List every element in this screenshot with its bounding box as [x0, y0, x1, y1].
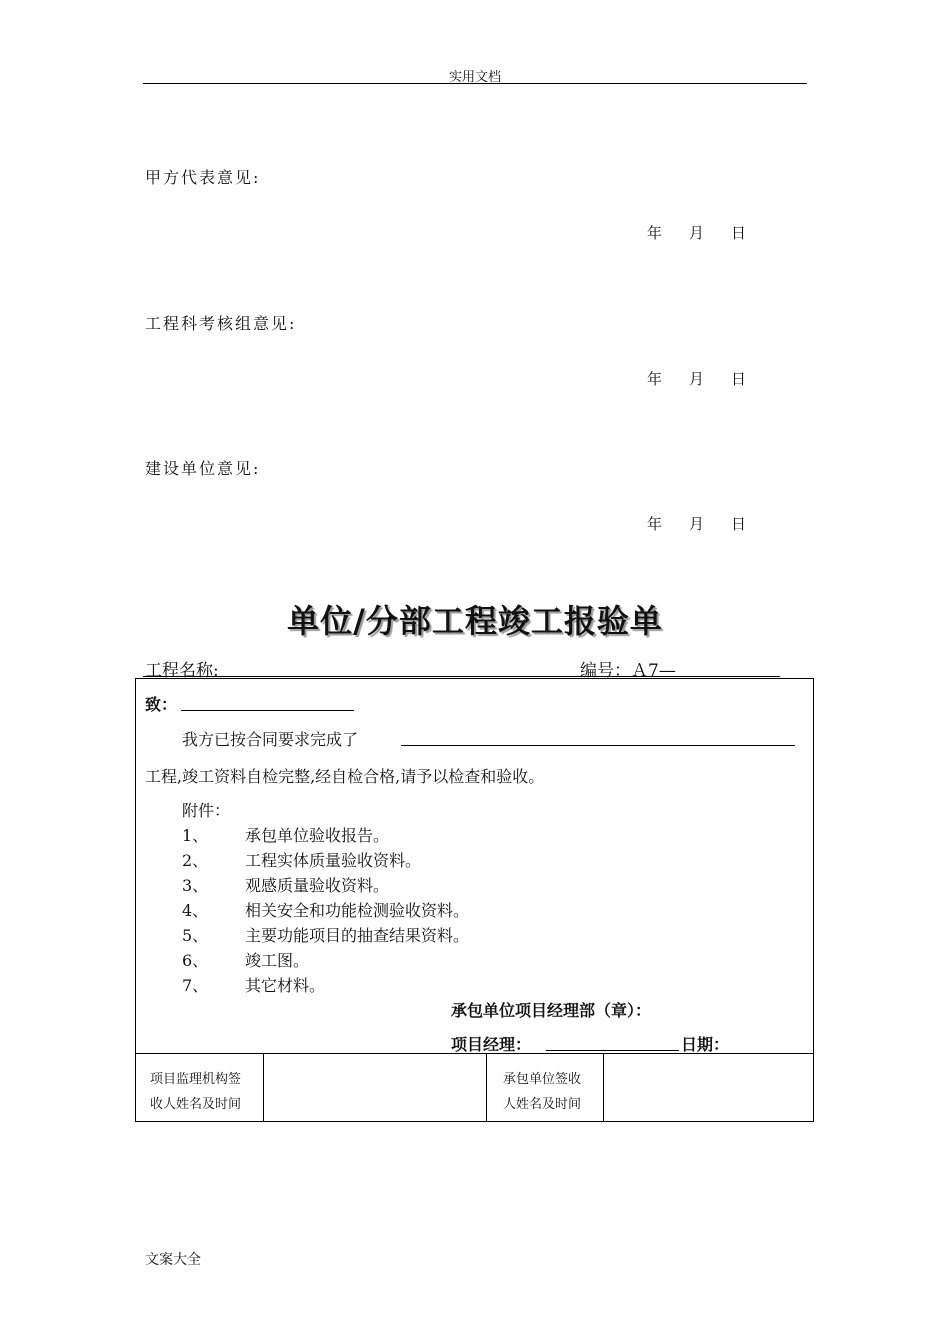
supervisor-sign-label: 收人姓名及时间 [150, 1097, 242, 1112]
attachment-text: 工程实体质量验收资料。 [245, 851, 422, 870]
contractor-dept-label: 承包单位项目经理部（章）： [451, 1001, 652, 1020]
opinion-label-engineering: 工程科考核组意见: [145, 314, 297, 333]
attachment-text: 承包单位验收报告。 [245, 826, 390, 845]
opinion-date-month: 月 [689, 515, 705, 533]
form-code-label: 编号：Ａ7— [580, 661, 676, 681]
opinion-date-year: 年 [647, 515, 663, 533]
attachment-num: 3、 [182, 876, 209, 895]
attachment-text: 竣工图。 [245, 951, 310, 970]
to-recipient-line[interactable] [181, 710, 354, 711]
column-divider [263, 1053, 264, 1122]
bottom-row-divider [135, 1053, 814, 1054]
attachment-text: 其它材料。 [245, 976, 326, 995]
header-rule [143, 83, 807, 84]
opinion-date-day: 日 [731, 370, 747, 388]
opinion-date-day: 日 [731, 224, 747, 242]
column-divider [603, 1053, 604, 1122]
attachment-num: 2、 [182, 851, 209, 870]
attachment-text: 主要功能项目的抽查结果资料。 [245, 926, 470, 945]
page-footer: 文案大全 [145, 1252, 201, 1268]
date-label: 日期： [681, 1035, 730, 1054]
attachment-num: 4、 [182, 901, 209, 920]
page-header-title: 实用文档 [448, 70, 501, 85]
attachment-num: 6、 [182, 951, 209, 970]
project-name-label: 工程名称: [145, 661, 219, 681]
to-label: 致： [145, 695, 178, 714]
column-divider [486, 1053, 487, 1122]
attachment-num: 5、 [182, 926, 209, 945]
supervisor-sign-label: 项目监理机构签 [150, 1072, 242, 1087]
project-manager-line[interactable] [546, 1050, 679, 1051]
attachment-num: 1、 [182, 826, 209, 845]
attachment-num: 7、 [182, 976, 209, 995]
opinion-date-month: 月 [689, 370, 705, 388]
statement-line-2: 工程,竣工资料自检完整,经自检合格,请予以检查和验收。 [145, 767, 545, 786]
statement-line-1: 我方已按合同要求完成了 [182, 730, 359, 749]
form-title: 单位/分部工程竣工报验单 [287, 602, 663, 640]
opinion-date-month: 月 [689, 224, 705, 242]
attachments-label: 附件： [182, 801, 231, 820]
contractor-sign-label: 承包单位签收 [503, 1072, 582, 1087]
opinion-label-builder: 建设单位意见: [145, 459, 261, 478]
opinion-date-day: 日 [731, 515, 747, 533]
project-name-underline [143, 656, 780, 677]
opinion-date-year: 年 [647, 224, 663, 242]
project-manager-label: 项目经理： [451, 1035, 532, 1054]
completed-work-line[interactable] [401, 745, 795, 746]
contractor-sign-label: 人姓名及时间 [503, 1097, 582, 1112]
attachment-text: 相关安全和功能检测验收资料。 [245, 901, 470, 920]
attachment-text: 观感质量验收资料。 [245, 876, 390, 895]
opinion-label-party-a: 甲方代表意见: [145, 168, 261, 187]
opinion-date-year: 年 [647, 370, 663, 388]
